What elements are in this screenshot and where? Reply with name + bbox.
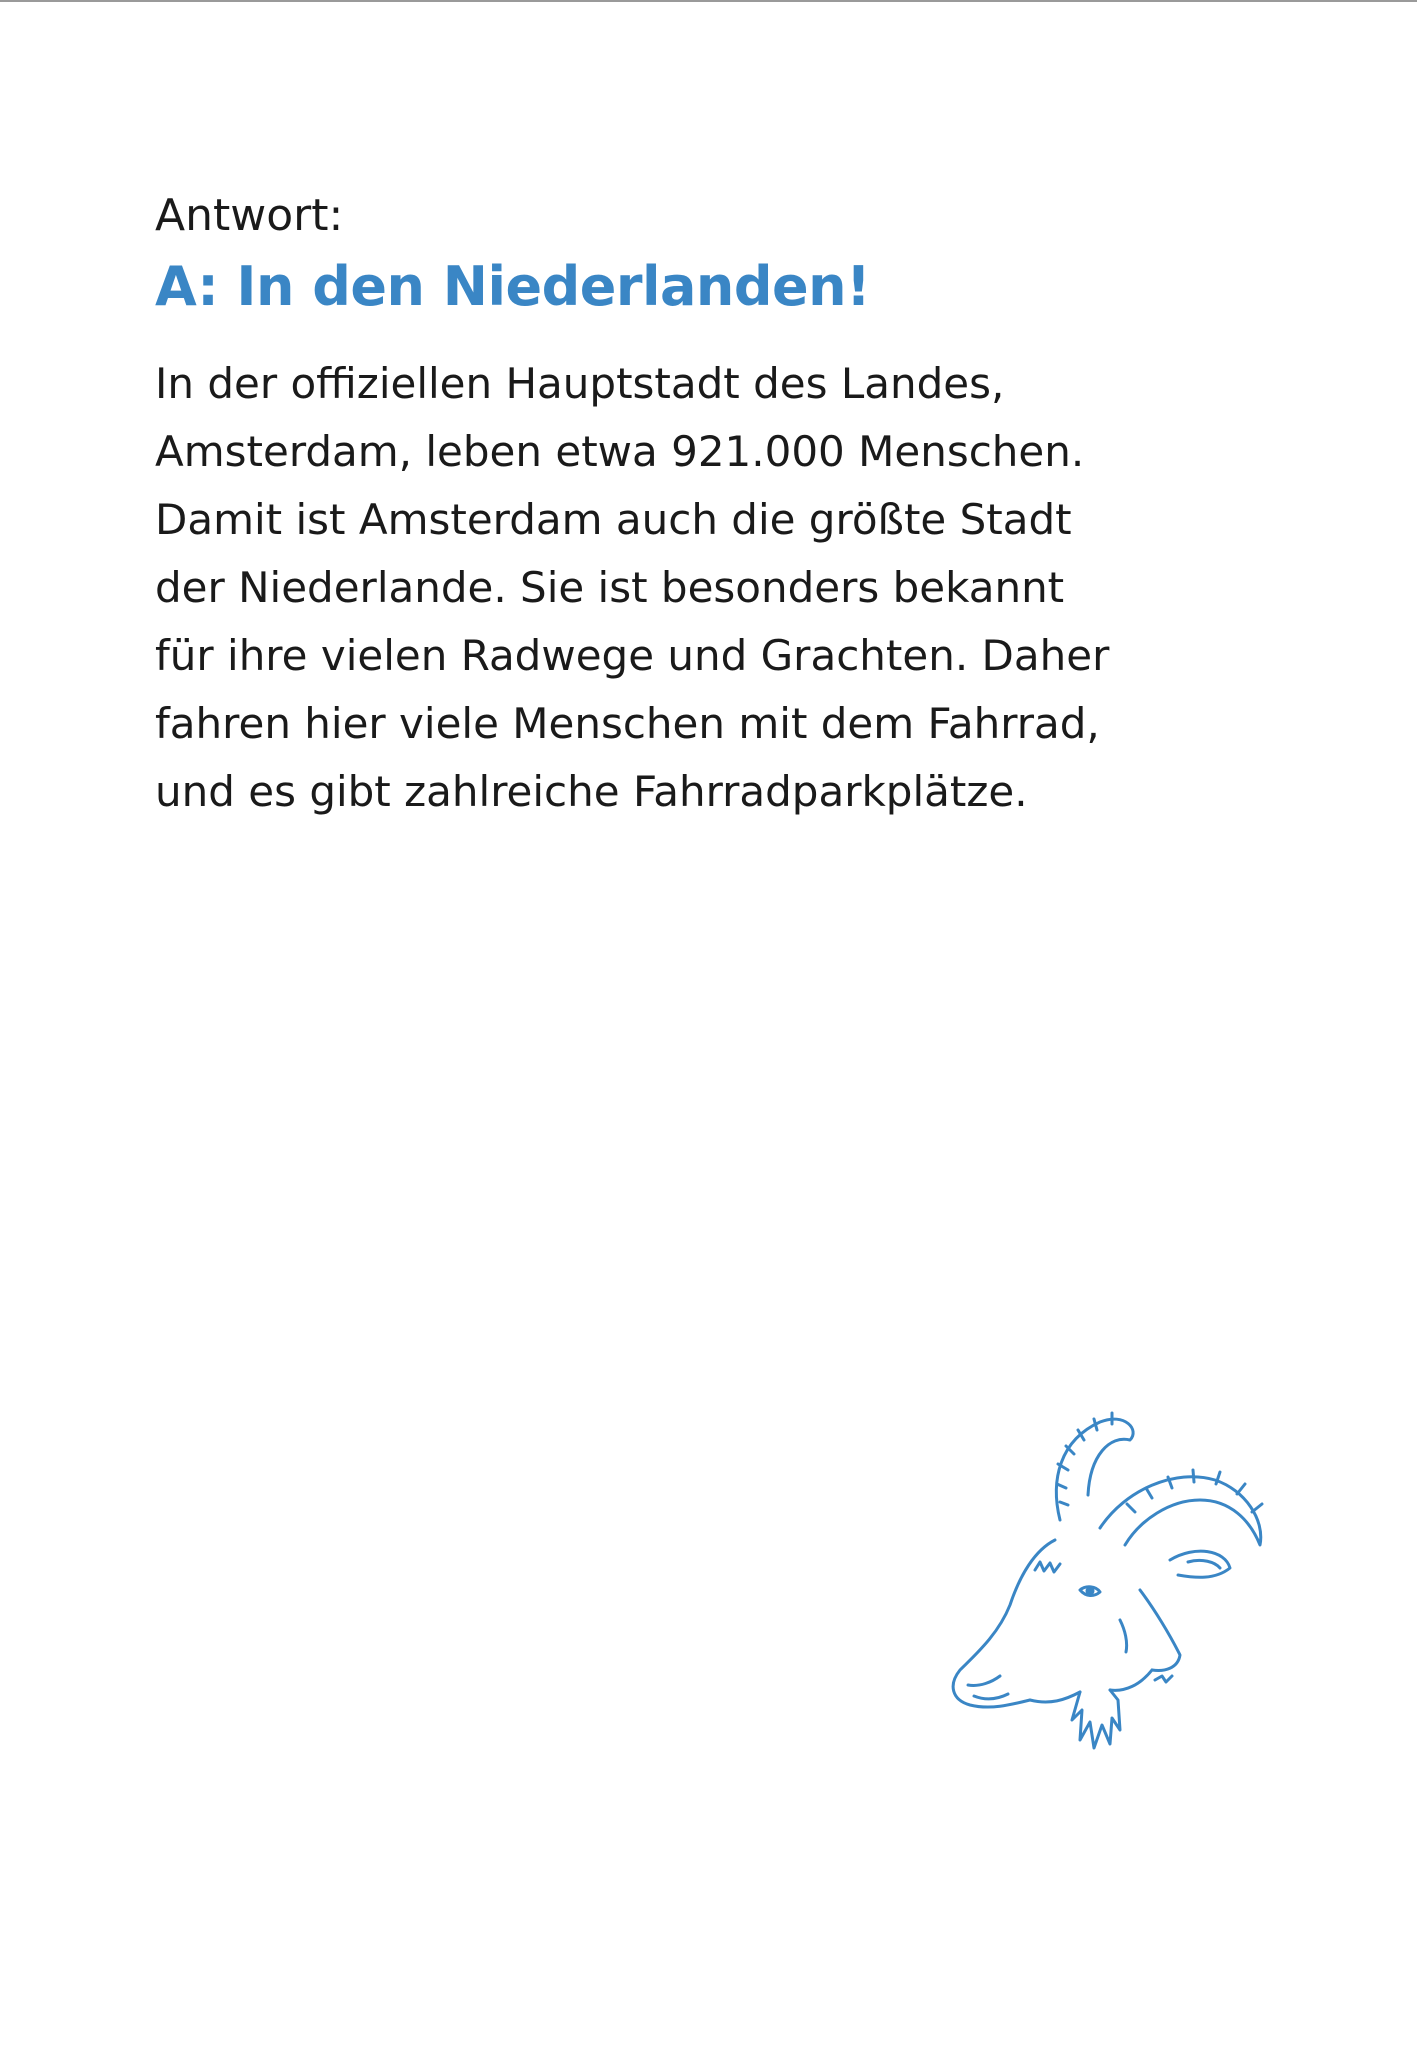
explanation-line: In der offiziellen Hauptstadt des Landes, [155, 359, 1005, 408]
explanation-line: fahren hier viele Menschen mit dem Fahrrad, [155, 699, 1100, 748]
answer-option-letter: A: [155, 255, 219, 318]
explanation-line: und es gibt zahlreiche Fahrradparkplätze. [155, 767, 1028, 816]
goat-head-icon [940, 1400, 1290, 1760]
answer-title-text: In den Niederlanden! [236, 255, 871, 318]
answer-explanation [155, 350, 1195, 826]
explanation-line: für ihre vielen Radwege und Grachten. Daher [155, 631, 1110, 680]
answer-section [155, 188, 1195, 826]
answer-label: Antwort: [155, 190, 344, 241]
explanation-line: Amsterdam, leben etwa 921.000 Menschen. [155, 427, 1085, 476]
top-border-line [0, 0, 1417, 2]
answer-title [155, 252, 1195, 322]
explanation-line: der Niederlande. Sie ist besonders bekannt [155, 563, 1065, 612]
explanation-line: Damit ist Amsterdam auch die größte Stadt [155, 495, 1072, 544]
